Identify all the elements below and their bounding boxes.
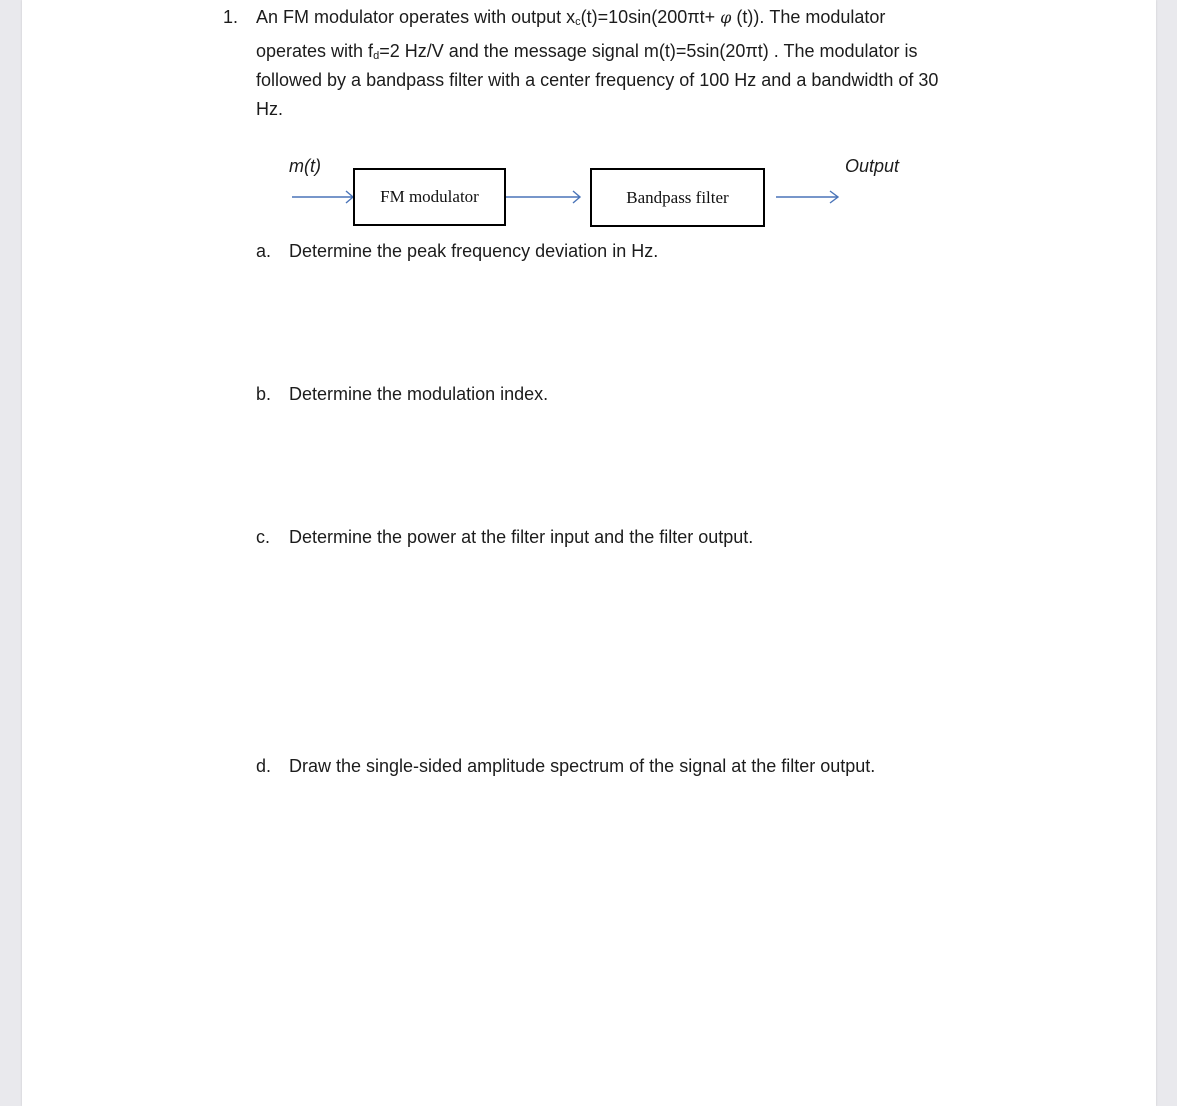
subquestion-c-text: Determine the power at the filter input and the filter output. — [289, 527, 754, 547]
subquestion-d-letter: d. — [256, 756, 272, 776]
subquestion-b-letter: b. — [256, 384, 272, 404]
question-line-4: Hz. — [256, 99, 283, 119]
subquestion-a-text: Determine the peak frequency deviation in Hz. — [289, 241, 659, 261]
subquestion-b-text: Determine the modulation index. — [289, 384, 549, 404]
subquestion-a-letter: a. — [256, 241, 272, 261]
question-line-1: An FM modulator operates with output xc(t)=10sin(200πt+ φ (t)). The modulator — [256, 7, 886, 28]
bandpass-filter-block: Bandpass filter — [590, 168, 765, 227]
input-signal-label: m(t) — [289, 156, 321, 176]
question-number: 1. — [223, 7, 239, 27]
question-line-3: followed by a bandpass filter with a center frequency of 100 Hz and a bandwidth of 30 — [256, 70, 939, 90]
document-page — [22, 0, 1156, 1106]
subquestion-d-text: Draw the single-sided amplitude spectrum of the signal at the filter output. — [289, 756, 876, 776]
fm-modulator-block: FM modulator — [353, 168, 506, 226]
diagram-arrows — [22, 0, 1156, 260]
subquestion-c-letter: c. — [256, 527, 271, 547]
question-line-2: operates with fd=2 Hz/V and the message signal m(t)=5sin(20πt) . The modulator is — [256, 41, 918, 62]
output-label: Output — [845, 156, 900, 176]
